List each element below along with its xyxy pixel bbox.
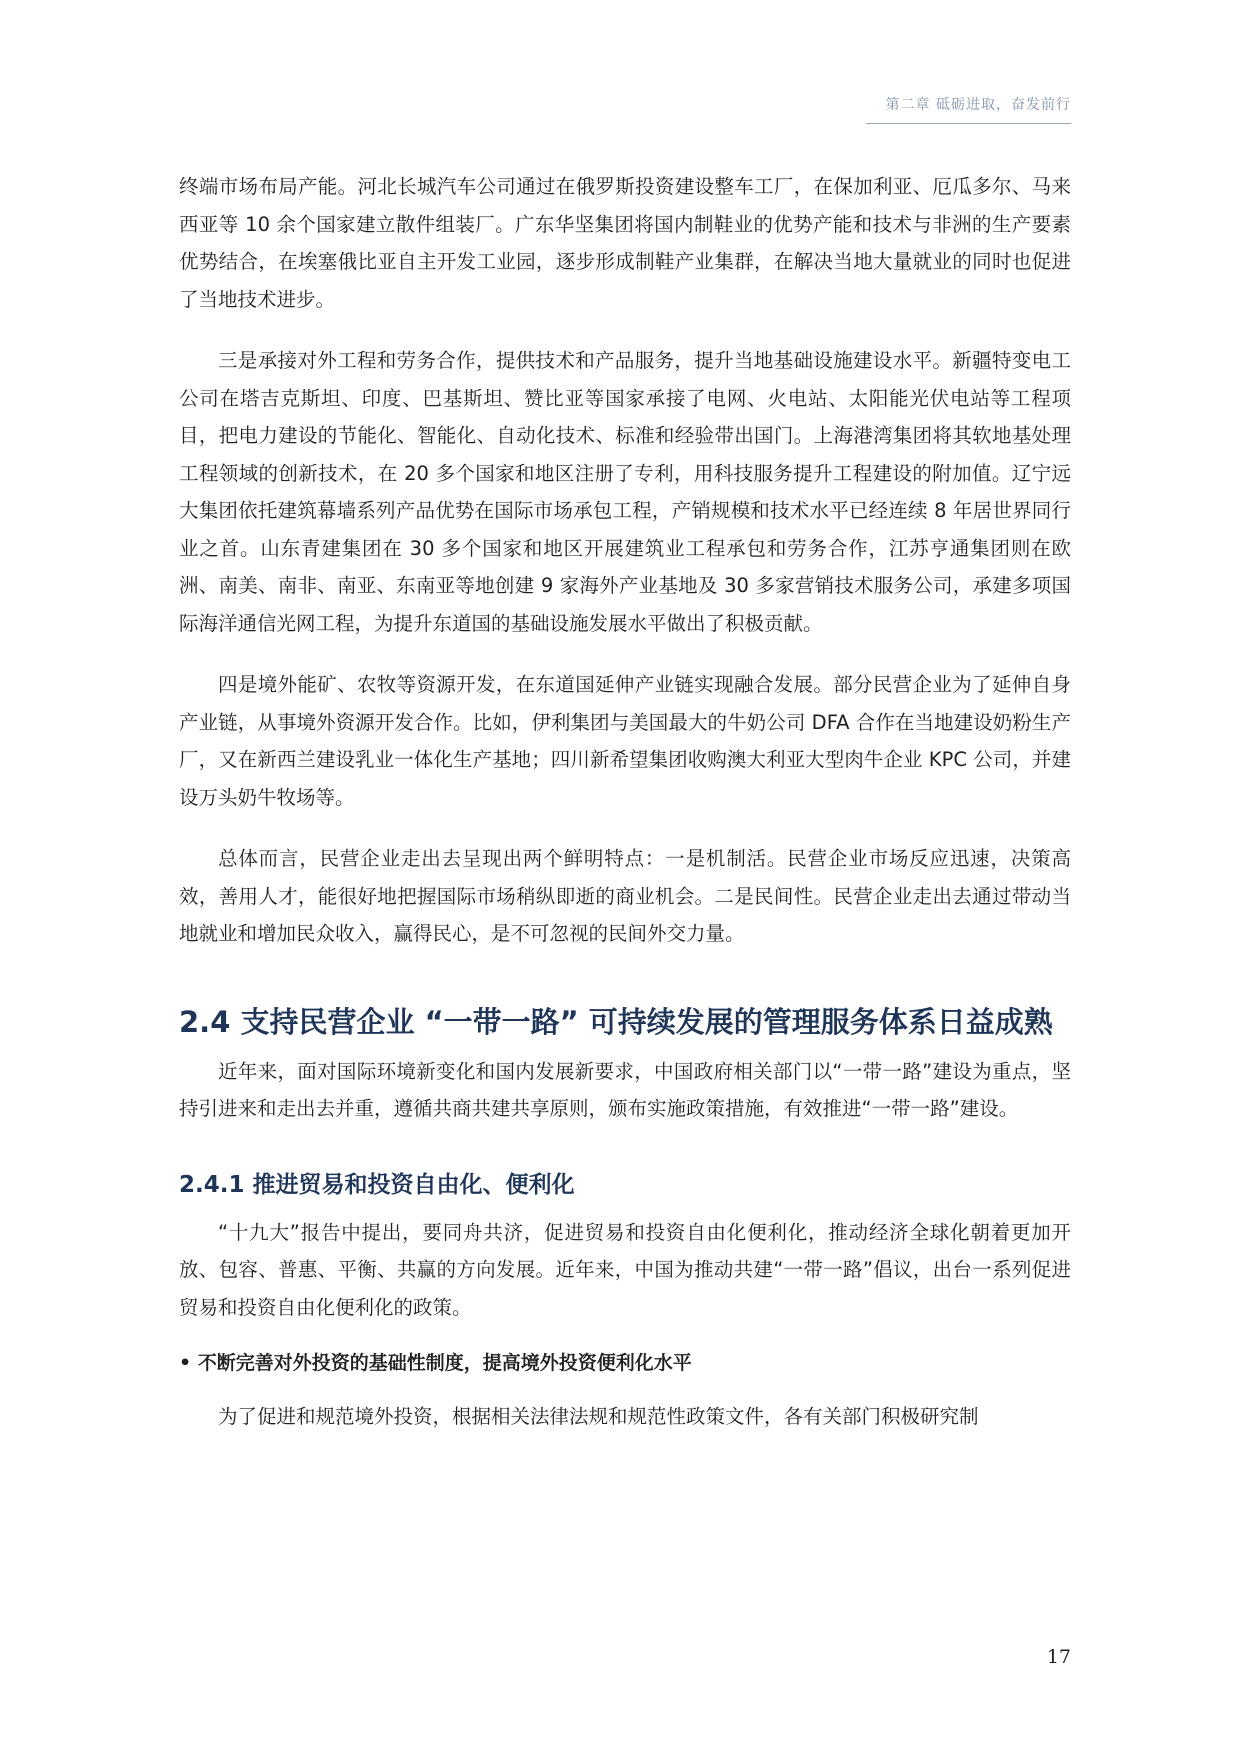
header-rule <box>866 123 1071 124</box>
paragraph-2: 三是承接对外工程和劳务合作，提供技术和产品服务，提升当地基础设施建设水平。新疆特变电工公司在塔吉克斯坦、印度、巴基斯坦、赞比亚等国家承接了电网、火电站、太阳能光伏电站等工程项目，把电力建设的节能化、智能化、自动化技术、标准和经验带出国门。上海港湾集团将其软地基处理工程领域的创新技术，在 20 多个国家和地区注册了专利，用科技服务提升工程建设的附加值。辽宁远大集团依托建筑幕墙系列产品优势在国际市场承包工程，产销规模和技术水平已经连续 8 年居世界同行业之首。山东青建集团在 30 多个国家和地区开展建筑业工程承包和劳务合作，江苏亨通集团则在欧洲、南美、南非、南亚、东南亚等地创建 9 家海外产业基地及 30 多家营销技术服务公司，承建多项国际海洋通信光网工程，为提升东道国的基础设施发展水平做出了积极贡献。 <box>179 349 1071 635</box>
paragraph-3: 四是境外能矿、农牧等资源开发，在东道国延伸产业链实现融合发展。部分民营企业为了延伸自身产业链，从事境外资源开发合作。比如，伊利集团与美国最大的牛奶公司 DFA 合作在当地建设奶粉生产厂，又在新西兰建设乳业一体化生产基地；四川新希望集团收购澳大利亚大型肉牛企业 KPC 公司，并建设万头奶牛牧场等。 <box>179 673 1071 809</box>
section-heading: 2.4 支持民营企业 “一带一路” 可持续发展的管理服务体系日益成熟 <box>179 1004 1053 1039</box>
paragraph-5: 近年来，面对国际环境新变化和国内发展新要求，中国政府相关部门以“一带一路”建设为重点，坚持引进来和走出去并重，遵循共商共建共享原则，颁布实施政策措施，有效推进“一带一路”建设。 <box>179 1059 1071 1120</box>
page-body <box>179 168 1071 1436</box>
paragraph-4: 总体而言，民营企业走出去呈现出两个鲜明特点：一是机制活。民营企业市场反应迅速，决策高效，善用人才，能很好地把握国际市场稍纵即逝的商业机会。二是民间性。民营企业走出去通过带动当地就业和增加民众收入，赢得民心，是不可忽视的民间外交力量。 <box>179 847 1071 945</box>
bullet-heading: • 不断完善对外投资的基础性制度，提高境外投资便利化水平 <box>179 1352 692 1374</box>
paragraph-6: “十九大”报告中提出，要同舟共济，促进贸易和投资自由化便利化，推动经济全球化朝着更加开放、包容、普惠、平衡、共赢的方向发展。近年来，中国为推动共建“一带一路”倡议，出台一系列促进贸易和投资自由化便利化的政策。 <box>179 1220 1071 1319</box>
running-header-title: 第二章 砥砺进取，奋发前行 <box>885 97 1071 113</box>
paragraph-1: 终端市场布局产能。河北长城汽车公司通过在俄罗斯投资建设整车工厂，在保加利亚、厄瓜多尔、马来西亚等 10 余个国家建立散件组装厂。广东华坚集团将国内制鞋业的优势产能和技术与非洲的生产要素优势结合，在埃塞俄比亚自主开发工业园，逐步形成制鞋产业集群，在解决当地大量就业的同时也促进了当地技术进步。 <box>179 175 1071 311</box>
paragraph-7: 为了促进和规范境外投资，根据相关法律法规和规范性政策文件，各有关部门积极研究制 <box>218 1405 979 1428</box>
page-number: 17 <box>1046 1646 1071 1668</box>
subsection-heading: 2.4.1 推进贸易和投资自由化、便利化 <box>179 1171 575 1198</box>
